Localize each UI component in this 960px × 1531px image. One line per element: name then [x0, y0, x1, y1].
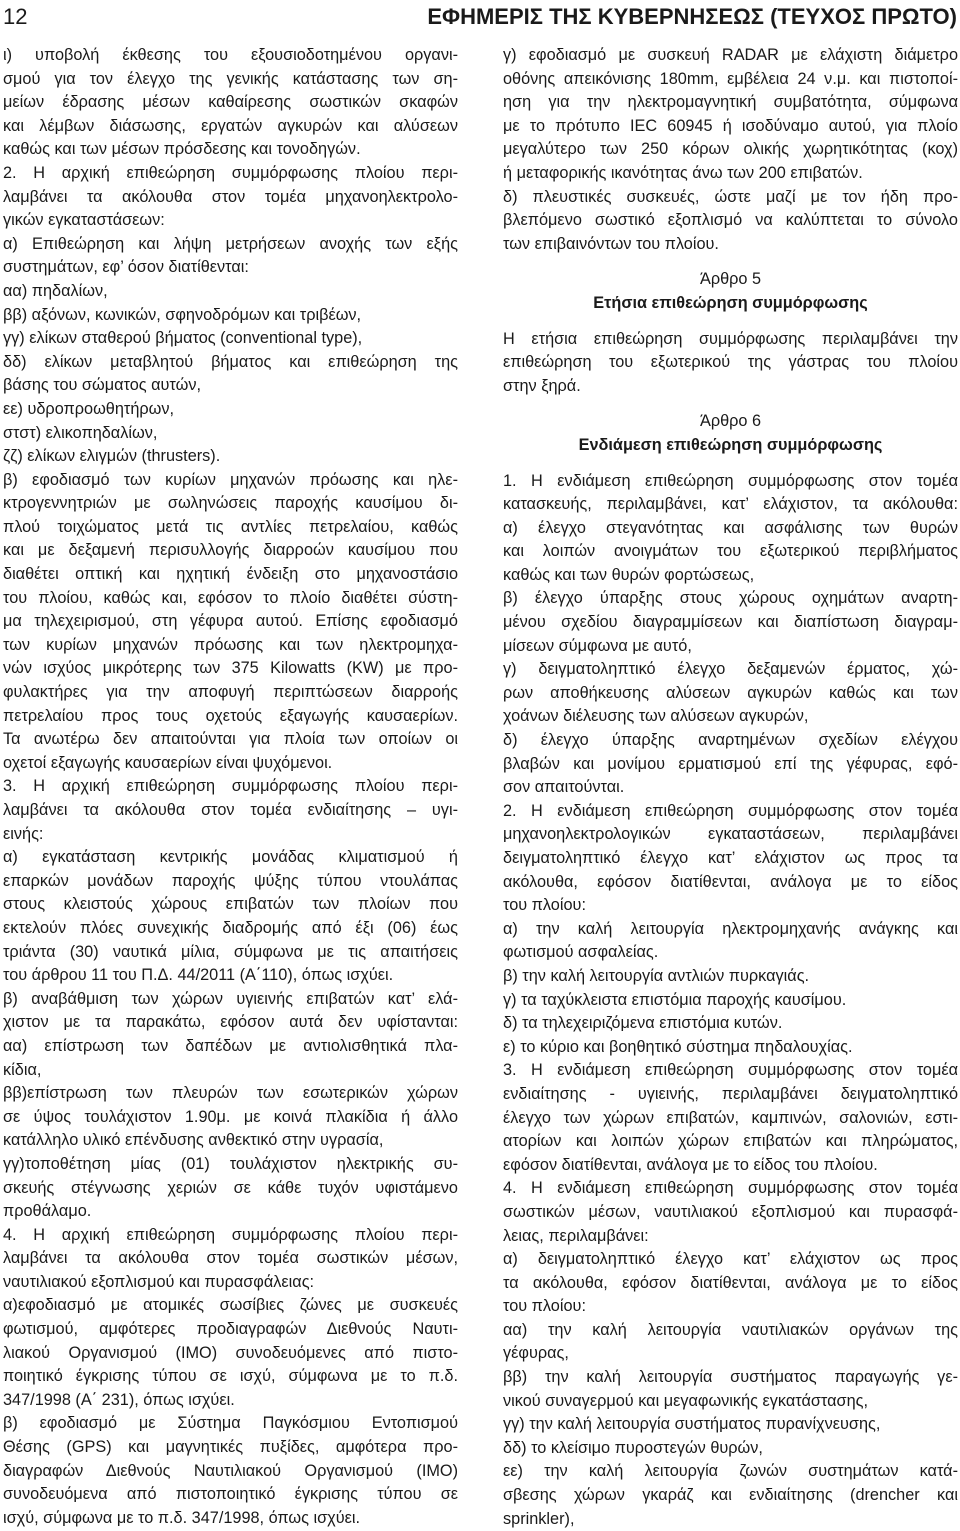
gazette-title: ΕΦΗΜΕΡΙΣ ΤΗΣ ΚΥΒΕΡΝΗΣΕΩΣ (ΤΕΥΧΟΣ ΠΡΩΤΟ): [427, 4, 957, 29]
text-line: επαρκών μονάδων παροχής ψύξης τύπου ντουλάπας: [3, 871, 458, 890]
text-line: πλού τοιχώματος μετά τις αντλίες πετρελαίου, καθώς: [3, 517, 458, 536]
text-line: επιθεώρηση του εξωτερικού της γάστρας του πλοίου: [503, 353, 958, 372]
text-line: και με δεξαμενή περισυλλογής διαρροών καυσίμου που: [3, 541, 458, 560]
text-line: διαθέτει οπτική και ηχητική ένδειξη στο μηχανοστάσιο: [3, 565, 458, 584]
text-line: γ) εφοδιασμό με συσκευή RADAR με ελάχιστη διάμετρο: [503, 46, 958, 64]
text-line: δ) έλεγχο ύπαρξης αναρτημένων σχεδίων ελέγχου: [503, 731, 958, 750]
text-line: ηση για την ηλεκτρομαγνητική συμβατότητα, σύμφωνα: [503, 93, 958, 112]
text-line: λειας, περιλαμβάνει:: [503, 1226, 649, 1245]
text-line: α)εφοδιασμό με ατομικές σωσίβιες ζώνες με συσκευές: [3, 1296, 458, 1315]
text-line: καθώς και των μέσων πρόσδεσης και τονοδηγών.: [3, 140, 361, 159]
text-line: λαμβάνει τα ακόλουθα στον τομέα σωστικών μέσων,: [3, 1249, 458, 1268]
text-line: χιστον με τα παρακάτω, εφόσον αυτά δεν υφίστανται:: [3, 1013, 458, 1032]
text-line: Θέσης (GPS) και μαγνητικές πυξίδες, αμφότερα προ-: [3, 1438, 458, 1457]
text-line: των επιβαινόντων του πλοίου.: [503, 234, 719, 253]
text-line: εε) την καλή λειτουργία ζωνών συστημάτων κατά-: [503, 1462, 958, 1481]
text-line: σον απαιτούνται.: [503, 778, 625, 797]
text-line: αα) επίστρωση των δαπέδων με αντιολισθητικά πλα-: [3, 1036, 458, 1055]
text-line: α) την καλή λειτουργία ηλεκτρομηχανής ανάγκης και: [503, 919, 958, 938]
text-line: πετρελαίου προς τους οχετούς εξαγωγής καυσαερίων.: [3, 706, 458, 725]
text-line: του άρθρου 11 του Π.Δ. 44/2011 (Α΄110), όπως ισχύει.: [3, 966, 394, 985]
article-title: Ενδιάμεση επιθεώρηση συμμόρφωσης: [578, 435, 883, 454]
text-line: α) δειγματοληπτικό έλεγχο κατ’ ελάχιστον ως προς: [503, 1250, 958, 1269]
text-line: ββ) αξόνων, κωνικών, σφηνοδρόμων και τριβέων,: [3, 305, 362, 324]
text-line: οχετοί εξαγωγής καυσαερίων είναι ψυχόμενοι.: [3, 753, 333, 772]
text-line: 2. Η αρχική επιθεώρηση συμμόρφωσης πλοίου περι-: [3, 163, 458, 182]
text-line: τριάντα (30) ναυτικά μίλια, σύμφωνα με τις απαιτήσεις: [3, 942, 458, 961]
text-line: σε ύψος τουλάχιστον 1.90μ. με κοινά πλακίδια ή άλλο: [3, 1107, 458, 1126]
text-line: α) έλεγχο στεγανότητας και ασφάλισης των θυρών: [503, 518, 958, 537]
text-line: γ) τα ταχύκλειστα επιστόμια παροχής καυσίμου.: [503, 990, 847, 1009]
text-line: α) εγκατάσταση κεντρικής μονάδας κλιματισμού ή: [3, 848, 458, 867]
text-line: β) αναβάθμιση των χώρων υγιεινής επιβατών κατ’ ελά-: [3, 989, 458, 1008]
text-line: ρων αποθήκευσης αλύσεων αγκυρών καθώς και των: [503, 683, 958, 702]
text-line: του πλοίου:: [503, 1297, 586, 1316]
text-line: sprinkler),: [503, 1509, 575, 1528]
text-line: του πλοίου:: [503, 896, 586, 915]
text-line: βλαβών και μονίμου ερματισμού επί της γέφυρας, εφό-: [503, 754, 958, 773]
text-line: β) έλεγχο ύπαρξης στους χώρους οχημάτων αναρτη-: [503, 589, 958, 608]
text-line: εκτελούν πλόες συνεχικής διαδρομής από έξι (06) έως: [3, 918, 458, 937]
text-line: κατάλληλο υλικό επένδυσης ανθεκτικό στην υγρασία,: [3, 1131, 384, 1150]
text-line: 4. Η αρχική επιθεώρηση συμμόρφωσης πλοίου περι-: [3, 1225, 458, 1244]
text-line: 2. Η ενδιάμεση επιθεώρηση συμμόρφωσης στον τομέα: [503, 801, 958, 820]
text-line: καθώς και των θυρών φορτώσεως,: [503, 565, 755, 584]
text-line: λαμβάνει τα ακόλουθα στον τομέα μηχανοηλεκτρολο-: [3, 187, 458, 206]
text-line: τα ακόλουθα, εφόσον διατίθενται, ανάλογα με το είδος: [503, 1273, 958, 1292]
text-line: μα τηλεχειρισμού, στη γέφυρα αυτού. Επίσης εφοδιασμό: [3, 612, 458, 631]
left-column: [3, 44, 458, 1530]
text-line: 347/1998 (Α΄ 231), όπως ισχύει.: [3, 1390, 235, 1409]
text-line: εφόσον διατίθενται, ανάλογα με το είδος του πλοίου.: [503, 1155, 878, 1174]
text-line: β) εφοδιασμό με Σύστημα Παγκόσμιου Εντοπισμού: [3, 1414, 458, 1433]
text-line: β) εφοδιασμό των κυρίων μηχανών πρόωσης και ηλε-: [3, 470, 458, 489]
text-line: νικού συναγερμού και μεγαφωνικής εγκατάστασης,: [503, 1391, 868, 1410]
text-line: και λοιπών ανοιγμάτων του εξωτερικού περιβλήματος: [503, 542, 958, 561]
text-line: ή μεταφορικής ικανότητας άνω των 200 επιβατών.: [503, 163, 863, 182]
text-line: ββ)επίστρωση των πλευρών των εσωτερικών χώρων: [3, 1084, 458, 1103]
text-line: στην ξηρά.: [503, 376, 581, 395]
text-line: ναυτιλιακού εξοπλισμού και πυρασφάλειας:: [3, 1272, 315, 1291]
text-line: στστ) ελικοπηδαλίων,: [3, 423, 158, 442]
text-line: 3. Η ενδιάμεση επιθεώρηση συμμόρφωσης στον τομέα: [503, 1061, 958, 1080]
text-line: δ) πλευστικές συσκευές, ώστε μαζί με τον ήδη προ-: [503, 187, 958, 206]
text-line: συνοδευόμενα από πιστοποιητικό έγκρισης τύπου σε: [3, 1485, 458, 1504]
text-line: 3. Η αρχική επιθεώρηση συμμόρφωσης πλοίου περι-: [3, 777, 458, 796]
text-line: κατασκευής, περιλαμβάνει, κατ’ ελάχιστον, τα ακόλουθα:: [503, 495, 958, 514]
text-line: ι) υποβολή έκθεσης του εξουσιοδοτημένου οργανι-: [3, 46, 458, 64]
text-line: γγ) την καλή λειτουργία συστήματος πυρανίχνευσης,: [503, 1415, 881, 1434]
text-line: μείων έδρασης μέσων καθαίρεσης σωστικών σκαφών: [3, 93, 458, 112]
text-line: μένου σχεδίου διαγραμμίσεων και διαπίστωση διαγραμ-: [503, 613, 958, 632]
text-line: μηχανοηλεκτρολογικών εγκαταστάσεων, περιλαμβάνει: [503, 825, 958, 844]
text-line: ενδιαίτησης - υγιεινής, περιλαμβάνει δειγματοληπτικό: [503, 1084, 958, 1103]
text-line: κτρογεννητριών με σωληνώσεις παροχής καυσίμου δι-: [3, 494, 458, 513]
article-heading: Άρθρο 6: [699, 412, 762, 431]
text-line: σωστικών μέσων, ναυτιλιακού εξοπλισμού και πυρασφά-: [503, 1202, 958, 1221]
text-line: αα) την καλή λειτουργία ναυτιλιακών οργάνων της: [503, 1320, 958, 1339]
text-line: βάσης του σώματος αυτών,: [3, 376, 202, 395]
text-line: 1. Η ενδιάμεση επιθεώρηση συμμόρφωσης στον τομέα: [503, 471, 958, 490]
text-line: γγ) ελίκων σταθερού βήματος (conventional type),: [3, 329, 363, 348]
page-header: [0, 0, 960, 40]
text-line: γέφυρας,: [503, 1344, 569, 1363]
text-line: ποιητικό έγκρισης τύπου σε ισχύ, σύμφωνα με το π.δ.: [3, 1367, 458, 1386]
text-line: με το πρότυπο IEC 60945 ή ισοδύναμο αυτού, για πλοίο: [503, 116, 958, 135]
text-line: μίσεων σύμφωνα με αυτό,: [503, 636, 692, 655]
text-line: σκευής στέγνωσης χεριών σε κάθε τυχόν υφιστάμενο: [3, 1178, 458, 1197]
text-line: κίδια,: [3, 1060, 42, 1079]
text-line: βλεπόμενο σωστικό εξοπλισμό να καλύπτεται το σύνολο: [503, 211, 958, 230]
text-line: μεγαλύτερο των 250 κόρων ολικής χωρητικότητας (κοχ): [503, 140, 958, 159]
text-line: σμού για τον έλεγχο της γενικής κατάστασης των ση-: [3, 69, 458, 88]
text-line: οθόνης απεικόνισης 180mm, εμβέλεια 24 ν.μ. και πιστοποί-: [503, 69, 958, 88]
text-line: συστημάτων, εφ’ όσον διατίθενται:: [3, 258, 249, 277]
text-line: λαμβάνει τα ακόλουθα στον τομέα ενδιαίτησης – υγι-: [3, 801, 458, 819]
text-line: φωτισμού, αμφότερες προδιαγραφών Διεθνούς Ναυτι-: [3, 1320, 458, 1339]
text-line: Τα ανωτέρω δεν απαιτούνται για πλοία των οποίων οι: [3, 730, 458, 749]
text-line: σβεσης χώρων γκαράζ και ενδιαίτησης (drencher και: [503, 1486, 958, 1505]
text-line: δειγματοληπτικό έλεγχο κατ’ ελάχιστον ως προς τα: [503, 849, 958, 867]
text-line: δδ) το κλείσιμο πυροστεγών θυρών,: [503, 1438, 763, 1457]
text-line: ακόλουθα, εφόσον διατίθενται, ανάλογα με το είδος: [503, 872, 958, 891]
text-line: ζζ) ελίκων ελιγμών (thrusters).: [3, 447, 221, 466]
text-line: προθάλαμο.: [3, 1202, 92, 1221]
text-line: φωτισμού ασφαλείας.: [503, 943, 659, 962]
right-column: [503, 44, 958, 1531]
text-line: ισχύ, σύμφωνα με το π.δ. 347/1998, όπως ισχύει.: [3, 1508, 361, 1527]
text-line: δ) τα τηλεχειριζόμενα επιστόμια κυτών.: [503, 1014, 783, 1033]
page-number: 12: [3, 4, 28, 29]
text-line: λιακού Οργανισμού (IMO) συνοδευόμενες από πιστο-: [3, 1343, 458, 1362]
text-line: των κυρίων μηχανών πρόωσης και των ηλεκτρομηχα-: [3, 635, 458, 654]
text-line: α) Επιθεώρηση και λήψη μετρήσεων ανοχής των εξής: [3, 234, 458, 253]
text-line: νών ισχύος μικρότερης των 375 Kilowatts (KW) με προ-: [3, 659, 458, 678]
text-line: χοάνων διέλευσης των αλύσεων αγκυρών,: [503, 707, 809, 726]
text-line: ββ) την καλή λειτουργία συστήματος παραγωγής γε-: [503, 1368, 958, 1387]
text-line: ε) το κύριο και βοηθητικό σύστημα πηδαλουχίας.: [503, 1037, 853, 1056]
text-line: γγ)τοποθέτηση μίας (01) τουλάχιστον ηλεκτρικής συ-: [3, 1154, 458, 1173]
text-line: φυλακτήρες για την αποφυγή περιπτώσεων διαρροής: [3, 683, 458, 702]
text-line: στους κλειστούς χώρους επιβατών των πλοίων που: [3, 895, 458, 914]
text-line: του πλοίου, καθώς και, εφόσον το πλοίο διαθέτει σύστη-: [3, 588, 458, 607]
text-line: γ) δειγματοληπτικό έλεγχο δεξαμενών έρματος, χώ-: [503, 660, 958, 679]
text-line: β) την καλή λειτουργία αντλιών πυρκαγιάς.: [503, 966, 810, 985]
text-line: γικών εγκαταστάσεων:: [3, 211, 165, 230]
text-line: και λέμβων διάσωσης, εργατών αγκυρών και αλύσεων: [3, 116, 458, 135]
text-line: Η ετήσια επιθεώρηση συμμόρφωσης περιλαμβάνει την: [503, 329, 958, 348]
text-line: δδ) ελίκων μεταβλητού βήματος και επιθεώρηση της: [3, 352, 458, 371]
text-line: 4. Η ενδιάμεση επιθεώρηση συμμόρφωσης στον τομέα: [503, 1179, 958, 1198]
text-line: ατορίων και λοιπών χώρων επιβατών και πληρώματος,: [503, 1132, 958, 1151]
article-heading: Άρθρο 5: [699, 270, 762, 289]
text-line: διαγραφών Διεθνούς Ναυτιλιακού Οργανισμού (IMO): [3, 1461, 458, 1480]
text-line: αα) πηδαλίων,: [3, 281, 108, 300]
text-line: εινής:: [3, 824, 44, 843]
text-line: εε) υδροπροωθητήρων,: [3, 399, 175, 418]
text-line: έλεγχο των χώρων επιβατών, καμπινών, σαλονιών, εστι-: [503, 1108, 958, 1127]
article-title: Ετήσια επιθεώρηση συμμόρφωσης: [593, 293, 868, 312]
